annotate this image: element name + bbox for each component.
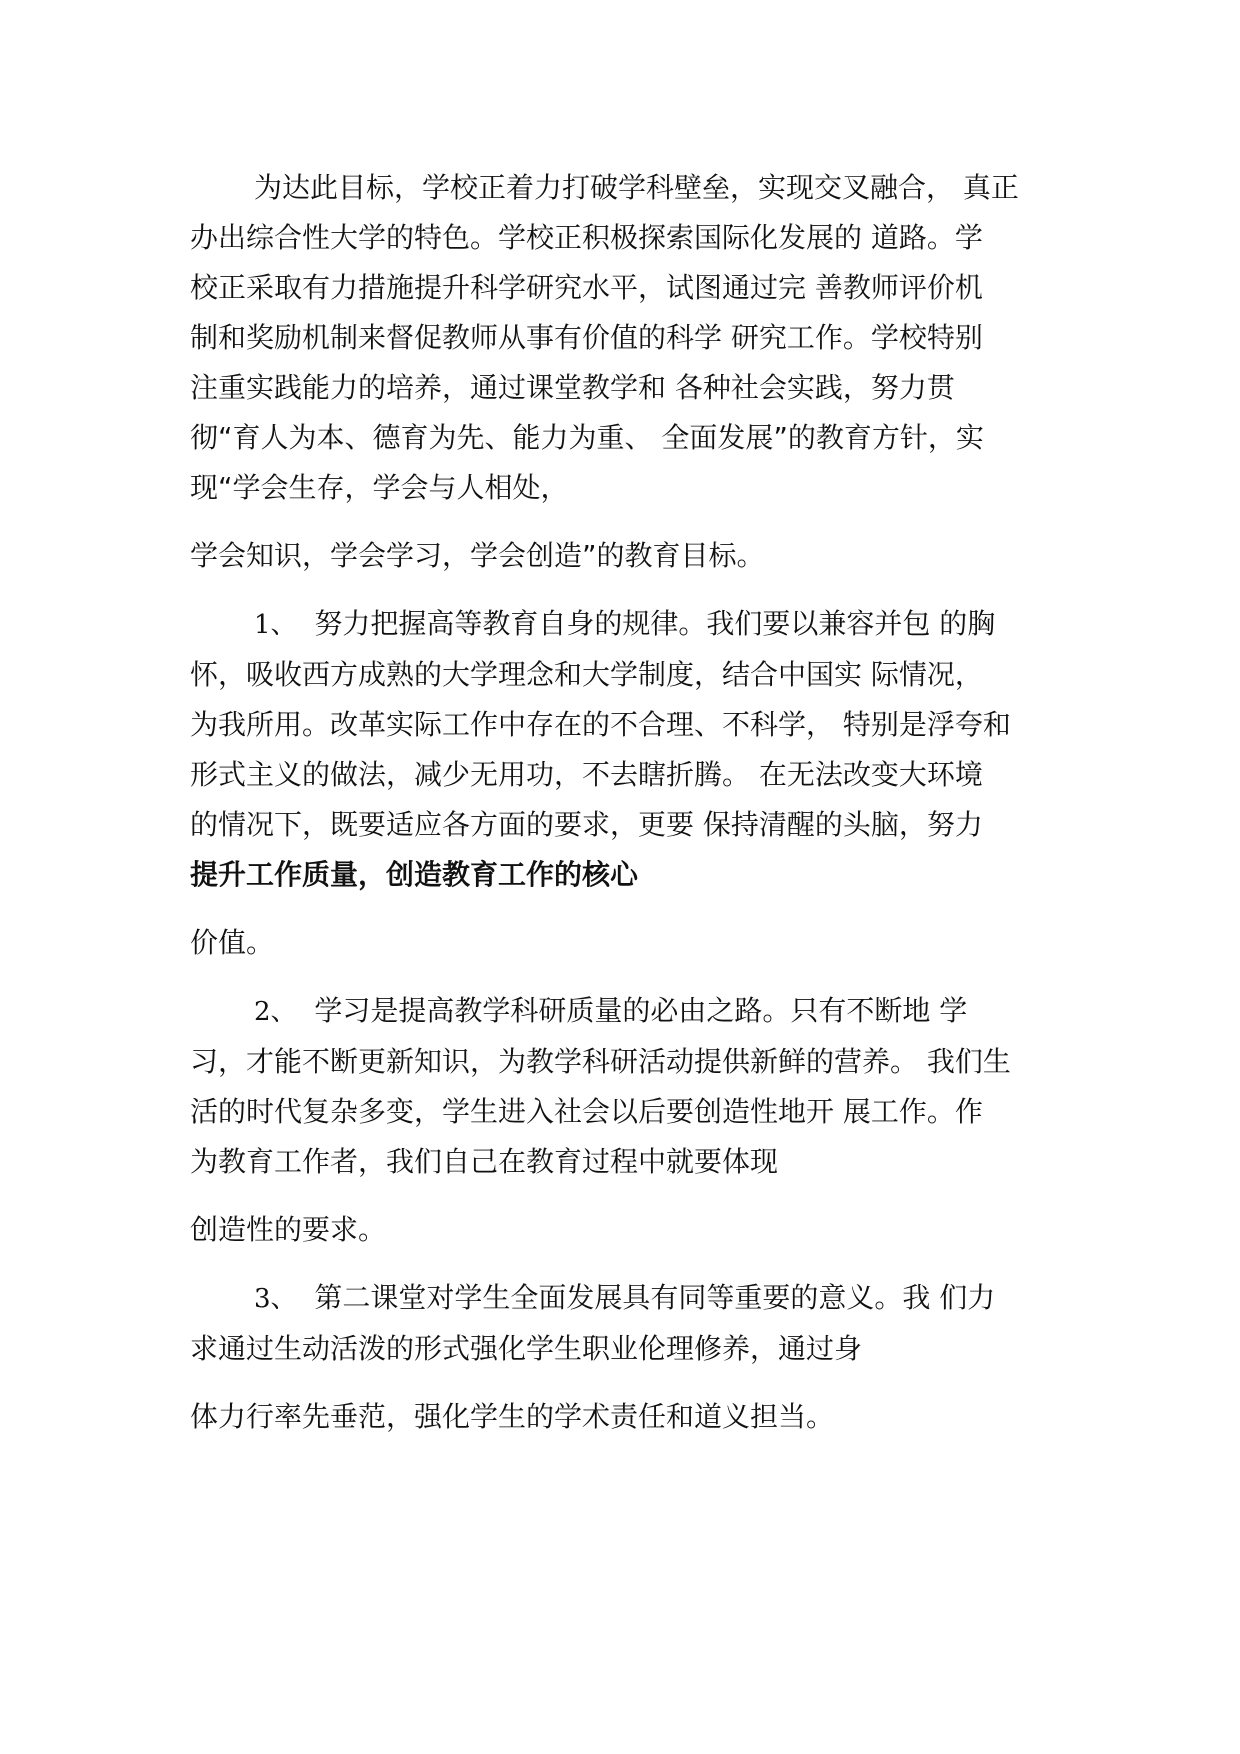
paragraph-gap	[190, 581, 1070, 599]
paragraph-gap	[190, 900, 1070, 918]
text-span: 努力把握高等教育自身的规律。我们要以兼容并包 的胸	[314, 607, 996, 640]
text-line: 活的时代复杂多变，学生进入社会以后要创造性地开 展工作。作	[190, 1095, 983, 1128]
paragraph-gap	[190, 513, 1070, 531]
text-line: 的情况下，既要适应各方面的要求，更要 保持清醒的头脑，努力	[190, 808, 983, 841]
text-span: 学习是提高教学科研质量的必由之路。只有不断地 学	[314, 994, 968, 1027]
text-span: 第二课堂对学生全面发展具有同等重要的意义。我 们力	[314, 1281, 996, 1314]
list-item-1	[190, 599, 1070, 900]
list-number: 1、	[254, 610, 297, 640]
text-line: 为达此目标，学校正着力打破学科壁垒，实现交叉融合， 真正	[254, 171, 1019, 204]
text-line: 形式主义的做法，减少无用功，不去瞎折腾。 在无法改变大环境	[190, 758, 983, 791]
list-item-2-continued	[190, 1205, 1070, 1255]
text-line	[190, 986, 1070, 1037]
list-item-3	[190, 1273, 1070, 1374]
list-item-2	[190, 986, 1070, 1187]
text-line: 怀，吸收西方成熟的大学理念和大学制度，结合中国实 际情况，	[190, 658, 983, 691]
text-line: 价值。	[190, 926, 275, 959]
paragraph-gap	[190, 1187, 1070, 1205]
text-line: 彻“育人为本、德育为先、能力为重、 全面发展”的教育方针，实	[190, 421, 984, 454]
text-line: 学会知识，学会学习，学会创造”的教育目标。	[190, 539, 765, 572]
paragraph-gap	[190, 1255, 1070, 1273]
text-line: 求通过生动活泼的形式强化学生职业伦理修养，通过身	[190, 1332, 863, 1365]
text-line: 办出综合性大学的特色。学校正积极探索国际化发展的 道路。学	[190, 221, 983, 254]
text-line: 提升工作质量，创造教育工作的核心	[190, 858, 639, 891]
text-line	[190, 599, 1070, 650]
paragraph-goal-continued	[190, 531, 1070, 581]
paragraph-goal	[190, 163, 1070, 513]
text-line: 制和奖励机制来督促教师从事有价值的科学 研究工作。学校特别	[190, 321, 983, 354]
list-item-1-continued	[190, 918, 1070, 968]
paragraph-gap	[190, 1374, 1070, 1392]
list-number: 2、	[254, 997, 297, 1027]
text-line: 为教育工作者，我们自己在教育过程中就要体现	[190, 1145, 779, 1178]
text-line: 习，才能不断更新知识，为教学科研活动提供新鲜的营养。 我们生	[190, 1045, 1011, 1078]
text-line: 现“学会生存，学会与人相处，	[190, 471, 569, 504]
text-line: 注重实践能力的培养，通过课堂教学和 各种社会实践，努力贯	[190, 371, 955, 404]
text-line: 校正采取有力措施提升科学研究水平，试图通过完 善教师评价机	[190, 271, 983, 304]
text-line: 为我所用。改革实际工作中存在的不合理、不科学， 特别是浮夸和	[190, 708, 1011, 741]
text-line: 创造性的要求。	[190, 1213, 387, 1246]
list-number: 3、	[254, 1284, 297, 1314]
text-line: 体力行率先垂范，强化学生的学术责任和道义担当。	[190, 1400, 835, 1433]
text-line	[190, 1273, 1070, 1324]
paragraph-gap	[190, 968, 1070, 986]
document-body	[190, 163, 1070, 1442]
list-item-3-continued	[190, 1392, 1070, 1442]
